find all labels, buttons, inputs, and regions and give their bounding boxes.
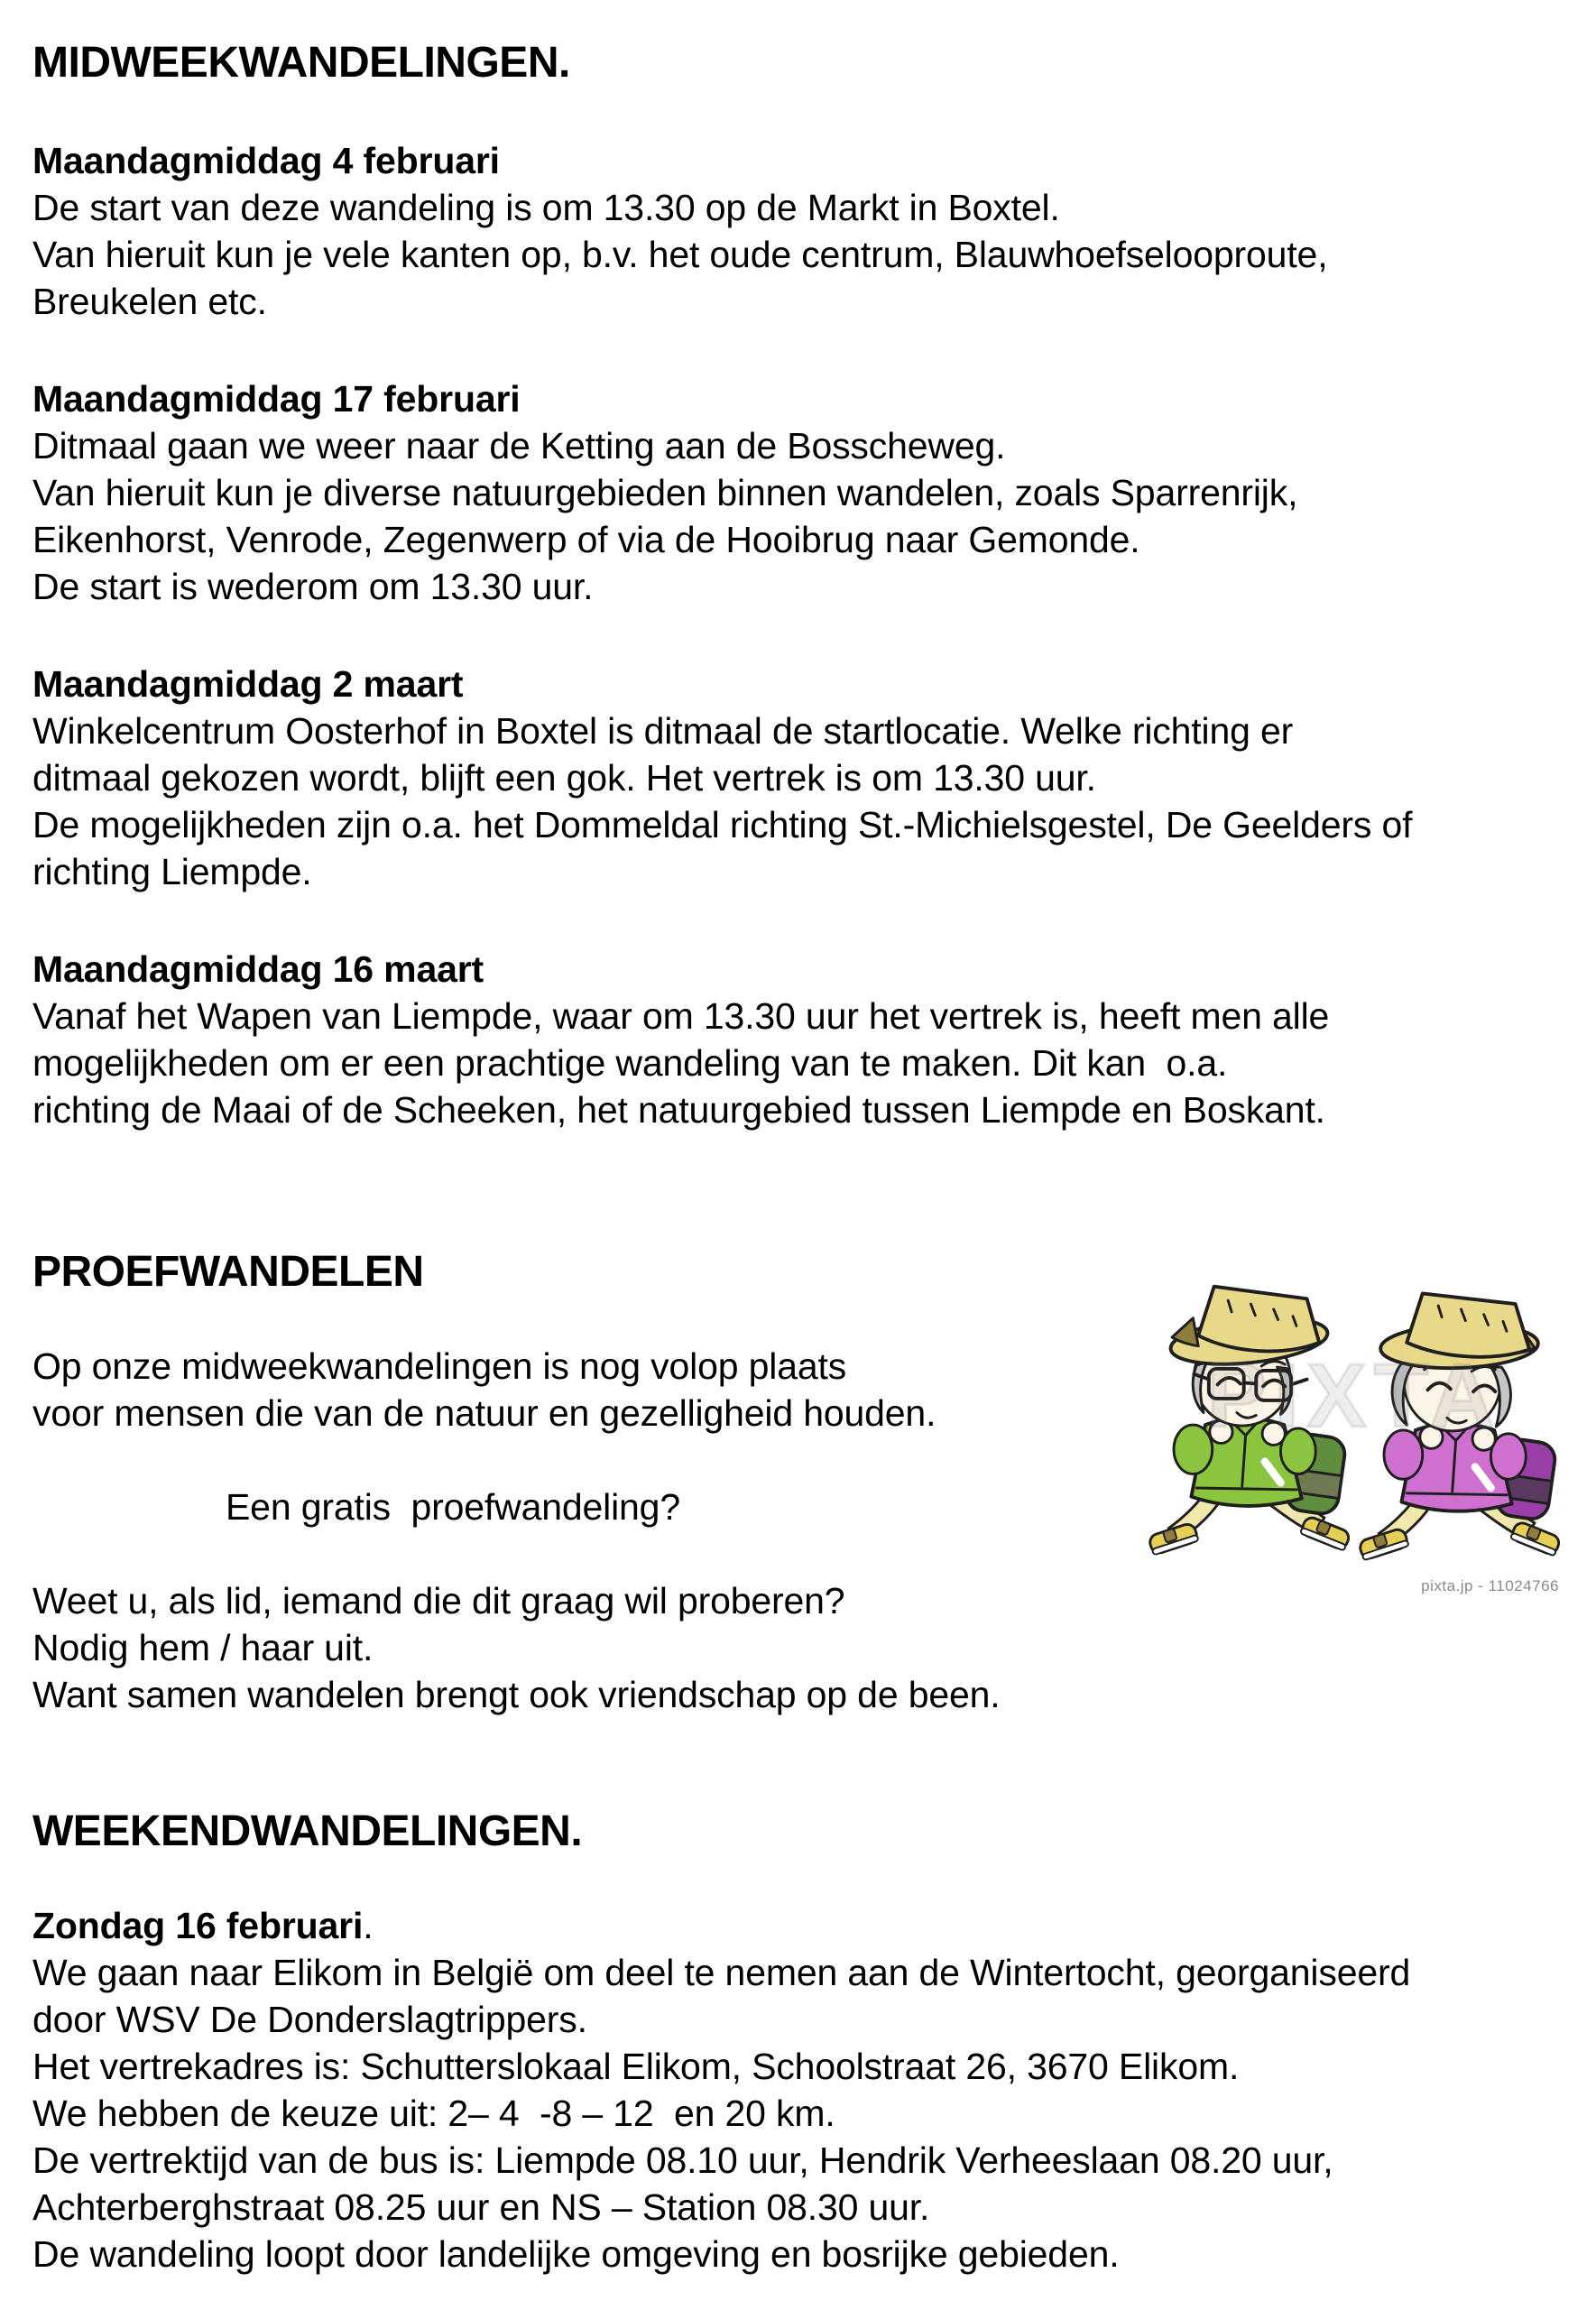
intro-text-line: Op onze midweekwandelingen is nog volop plaats — [32, 1345, 847, 1387]
event-text-line: Eikenhorst, Venrode, Zegenwerp of via de Hooibrug naar Gemonde. — [32, 519, 1140, 560]
proefwandelen-question: Een gratis proefwandeling? — [226, 1486, 680, 1528]
event-text-line: mogelijkheden om er een prachtige wandeling van te maken. Dit kan o.a. — [32, 1042, 1228, 1084]
event-heading: Maandagmiddag 16 maart — [32, 948, 484, 990]
event-maandagmiddag-2-maart — [32, 661, 1596, 895]
outro-text-line: Nodig hem / haar uit. — [32, 1627, 374, 1668]
event-text-line: Vanaf het Wapen van Liempde, waar om 13.30 uur het vertrek is, heeft men alle — [32, 995, 1330, 1037]
walkers-illustration — [1144, 1274, 1564, 1581]
event-heading: Maandagmiddag 17 februari — [32, 378, 521, 420]
event-text-line: Breukelen etc. — [32, 281, 267, 322]
event-text-line: Ditmaal gaan we weer naar de Ketting aan de Bosscheweg. — [32, 425, 1006, 467]
event-text-line: De start is wederom om 13.30 uur. — [32, 566, 594, 607]
event-heading-suffix: . — [363, 1905, 374, 1946]
event-maandagmiddag-16-maart — [32, 946, 1596, 1133]
event-text-line: ditmaal gekozen wordt, blijft een gok. Het vertrek is om 13.30 uur. — [32, 757, 1096, 799]
event-text-line: De start van deze wandeling is om 13.30 op de Markt in Boxtel. — [32, 187, 1060, 228]
outro-text-line: Weet u, als lid, iemand die dit graag wil proberen? — [32, 1580, 845, 1622]
event-text-line: De wandeling loopt door landelijke omgeving en bosrijke gebieden. — [32, 2233, 1120, 2275]
event-zondag-16-februari — [32, 1902, 1596, 2278]
walking-couple-clipart — [1144, 1274, 1564, 1595]
event-text-line: Van hieruit kun je diverse natuurgebieden binnen wandelen, zoals Sparrenrijk, — [32, 472, 1298, 513]
event-text-line: Achterberghstraat 08.25 uur en NS – Station 08.30 uur. — [32, 2186, 930, 2228]
pixta-watermark: PIXTA — [1206, 1345, 1502, 1446]
event-heading: Maandagmiddag 4 februari — [32, 140, 500, 181]
event-text-line: De vertrektijd van de bus is: Liempde 08.10 uur, Hendrik Verheeslaan 08.20 uur, — [32, 2139, 1333, 2181]
proefwandelen-title: PROEFWANDELEN — [32, 1248, 424, 1296]
event-text-line: richting de Maai of de Scheeken, het natuurgebied tussen Liempde en Boskant. — [32, 1089, 1325, 1131]
event-text-line: richting Liempde. — [32, 851, 312, 892]
event-text-line: Winkelcentrum Oosterhof in Boxtel is ditmaal de startlocatie. Welke richting er — [32, 710, 1294, 752]
woman-figure — [1358, 1293, 1561, 1560]
event-maandagmiddag-17-februari — [32, 375, 1596, 610]
clipart-caption: pixta.jp - 11024766 — [1421, 1577, 1559, 1594]
event-maandagmiddag-4-februari — [32, 137, 1596, 325]
weekend-title: WEEKENDWANDELINGEN. — [32, 1807, 583, 1855]
man-figure — [1148, 1287, 1351, 1556]
event-text-line: We gaan naar Elikom in België om deel te nemen aan de Wintertocht, georganiseerd — [32, 1952, 1411, 1993]
event-text-line: We hebben de keuze uit: 2– 4 -8 – 12 en 20 km. — [32, 2093, 835, 2134]
event-heading: Maandagmiddag 2 maart — [32, 663, 464, 705]
event-text-line: Het vertrekadres is: Schutterslokaal Elikom, Schoolstraat 26, 3670 Elikom. — [32, 2046, 1240, 2087]
outro-text-line: Want samen wandelen brengt ook vriendschap op de been. — [32, 1674, 1001, 1715]
intro-text-line: voor mensen die van de natuur en gezelligheid houden. — [32, 1392, 936, 1434]
proefwandelen-outro — [32, 1577, 1596, 1718]
event-heading-bold: Zondag 16 februari — [32, 1905, 364, 1946]
event-text-line: De mogelijkheden zijn o.a. het Dommeldal richting St.-Michielsgestel, De Geelders of — [32, 804, 1413, 845]
event-text-line: Van hieruit kun je vele kanten op, b.v. het oude centrum, Blauwhoefselooproute, — [32, 234, 1328, 275]
event-heading — [32, 1902, 1596, 1949]
event-text-line: door WSV De Donderslagtrippers. — [32, 1999, 587, 2040]
midweek-title: MIDWEEKWANDELINGEN. — [32, 39, 570, 87]
